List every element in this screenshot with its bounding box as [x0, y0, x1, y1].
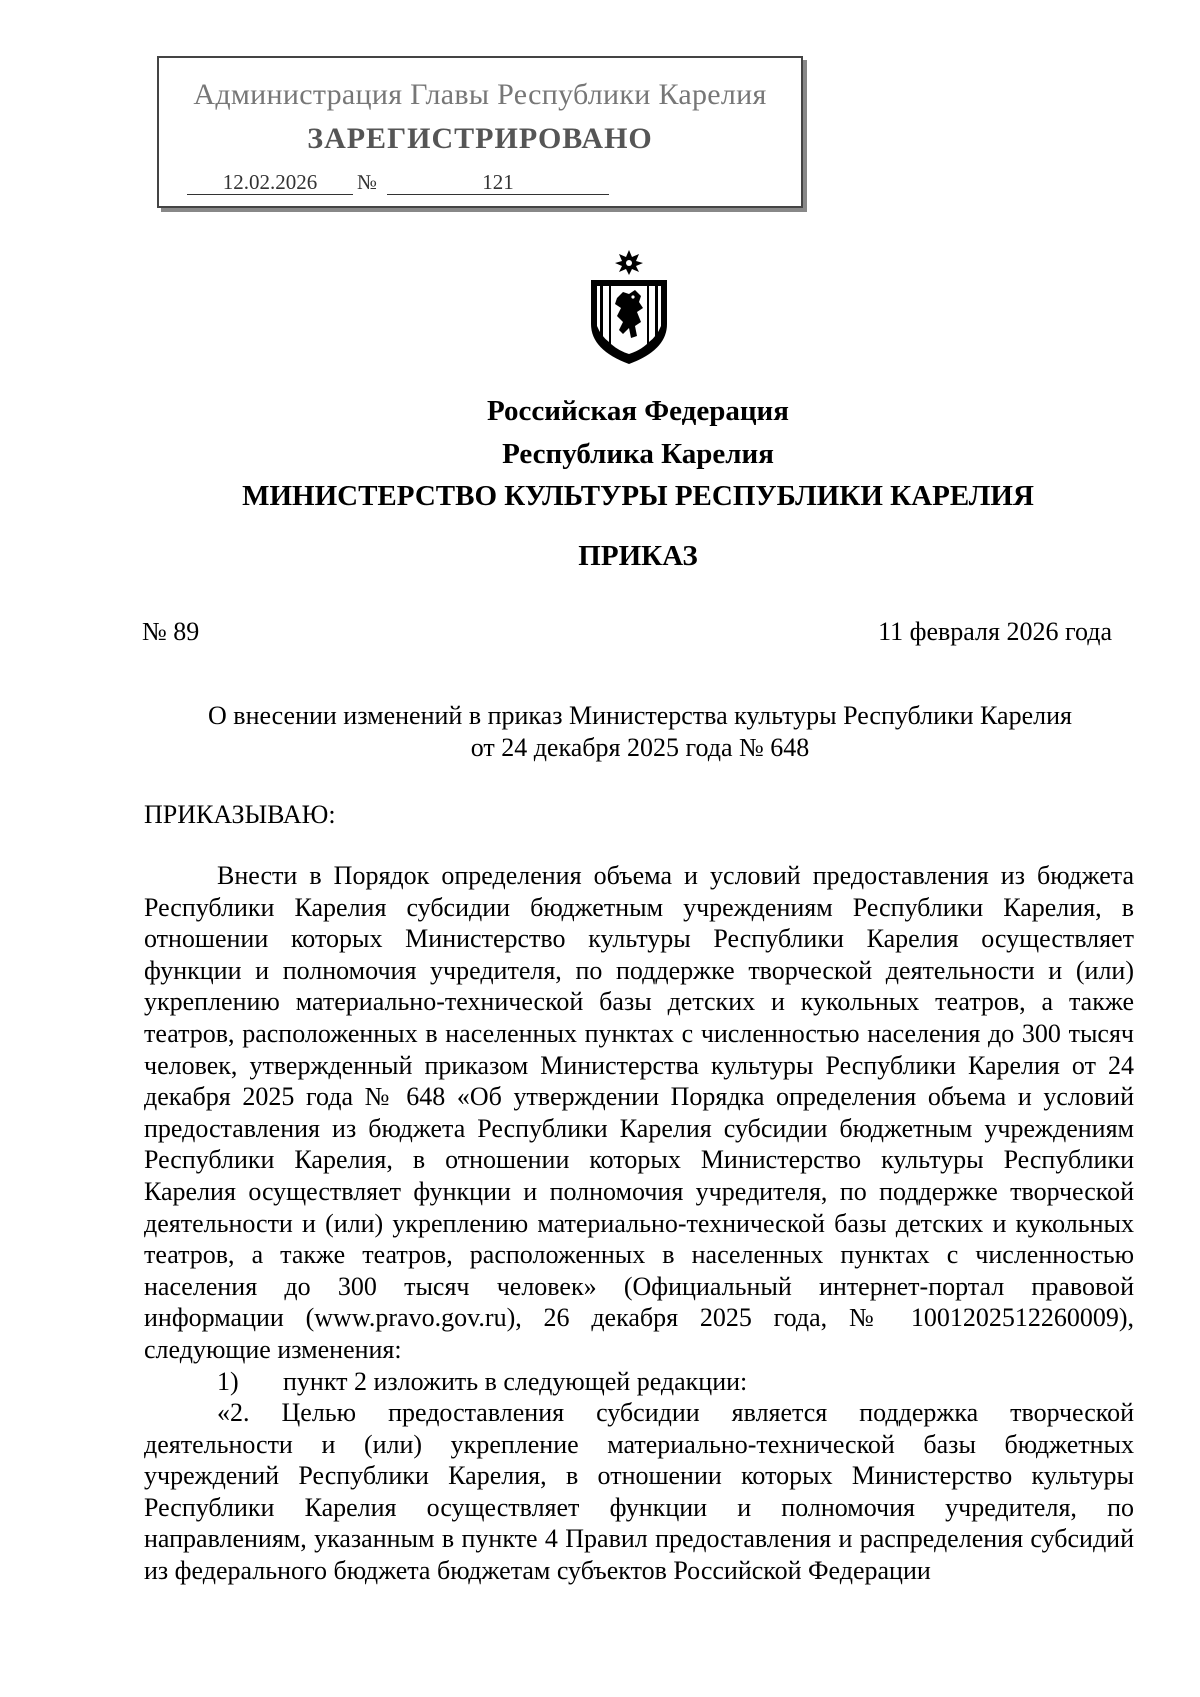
header-region: Республика Карелия — [502, 438, 774, 470]
stamp-number: 121 — [387, 170, 609, 195]
order-date: 11 февраля 2026 года — [878, 617, 1112, 646]
list-item — [144, 1366, 1134, 1398]
order-number: № 89 — [142, 617, 200, 646]
registration-stamp — [157, 56, 803, 208]
header-country: Российская Федерация — [487, 395, 789, 427]
body-quote: «2. Целью предоставления субсидии является поддержка творческой деятельности и (или) укрепление материально-технической базы бюджетных учреждений Республики Карелия, в отношении которых Министерство культуры Республики Карелия осуществляет функции и полномочия учредителя, по направлениям, указанным в пункте 4 Правил предоставления и распределения субсидий из федерального бюджета бюджетам субъектов Российской Федерации — [144, 1398, 1134, 1586]
subject-line-2: от 24 декабря 2025 года № 648 — [470, 733, 810, 762]
stamp-date: 12.02.2026 — [187, 170, 353, 195]
document-type: ПРИКАЗ — [578, 540, 698, 572]
order-body — [144, 860, 1134, 1587]
subject-line-1: О внесении изменений в приказ Министерства культуры Республики Карелия — [208, 701, 1072, 730]
list-item-number: 1) — [217, 1366, 239, 1396]
karelia-coat-of-arms-icon — [583, 250, 675, 366]
directive-word: ПРИКАЗЫВАЮ: — [144, 800, 336, 829]
list-item-text: пункт 2 изложить в следующей редакции: — [283, 1366, 748, 1396]
order-subject — [140, 700, 1140, 764]
stamp-number-label: № — [357, 170, 378, 194]
header-ministry: МИНИСТЕРСТВО КУЛЬТУРЫ РЕСПУБЛИКИ КАРЕЛИЯ — [242, 480, 1034, 512]
stamp-organization: Администрация Главы Республики Карелия — [193, 78, 767, 111]
body-paragraph-1: Внести в Порядок определения объема и условий предоставления из бюджета Республики Карелия субсидии бюджетным учреждениям Республики Карелия, в отношении которых Министерство культуры Республики Карелия осуществляет функции и полномочия учредителя, по поддержке творческой деятельности и (или) укреплению материально-технической базы детских и кукольных театров, а также театров, расположенных в населенных пунктах с численностью населения до 300 тысяч человек, утвержденный приказом Министерства культуры Республики Карелия от 24 декабря 2025 года № 648 «Об утверждении Порядка определения объема и условий предоставления из бюджета Республики Карелия субсидии бюджетным учреждениям Республики Карелия, в отношении которых Министерство культуры Республики Карелия осуществляет функции и полномочия учредителя, по поддержке творческой деятельности и (или) укреплению материально-технической базы детских и кукольных театров, а также театров, расположенных в населенных пунктах с численностью населения до 300 тысяч человек» (Официальный интернет-портал правовой информации (www.pravo.gov.ru), 26 декабря 2025 года, № 1001202512260009), следующие изменения: — [144, 861, 1134, 1364]
stamp-status: ЗАРЕГИСТРИРОВАНО — [307, 122, 653, 155]
